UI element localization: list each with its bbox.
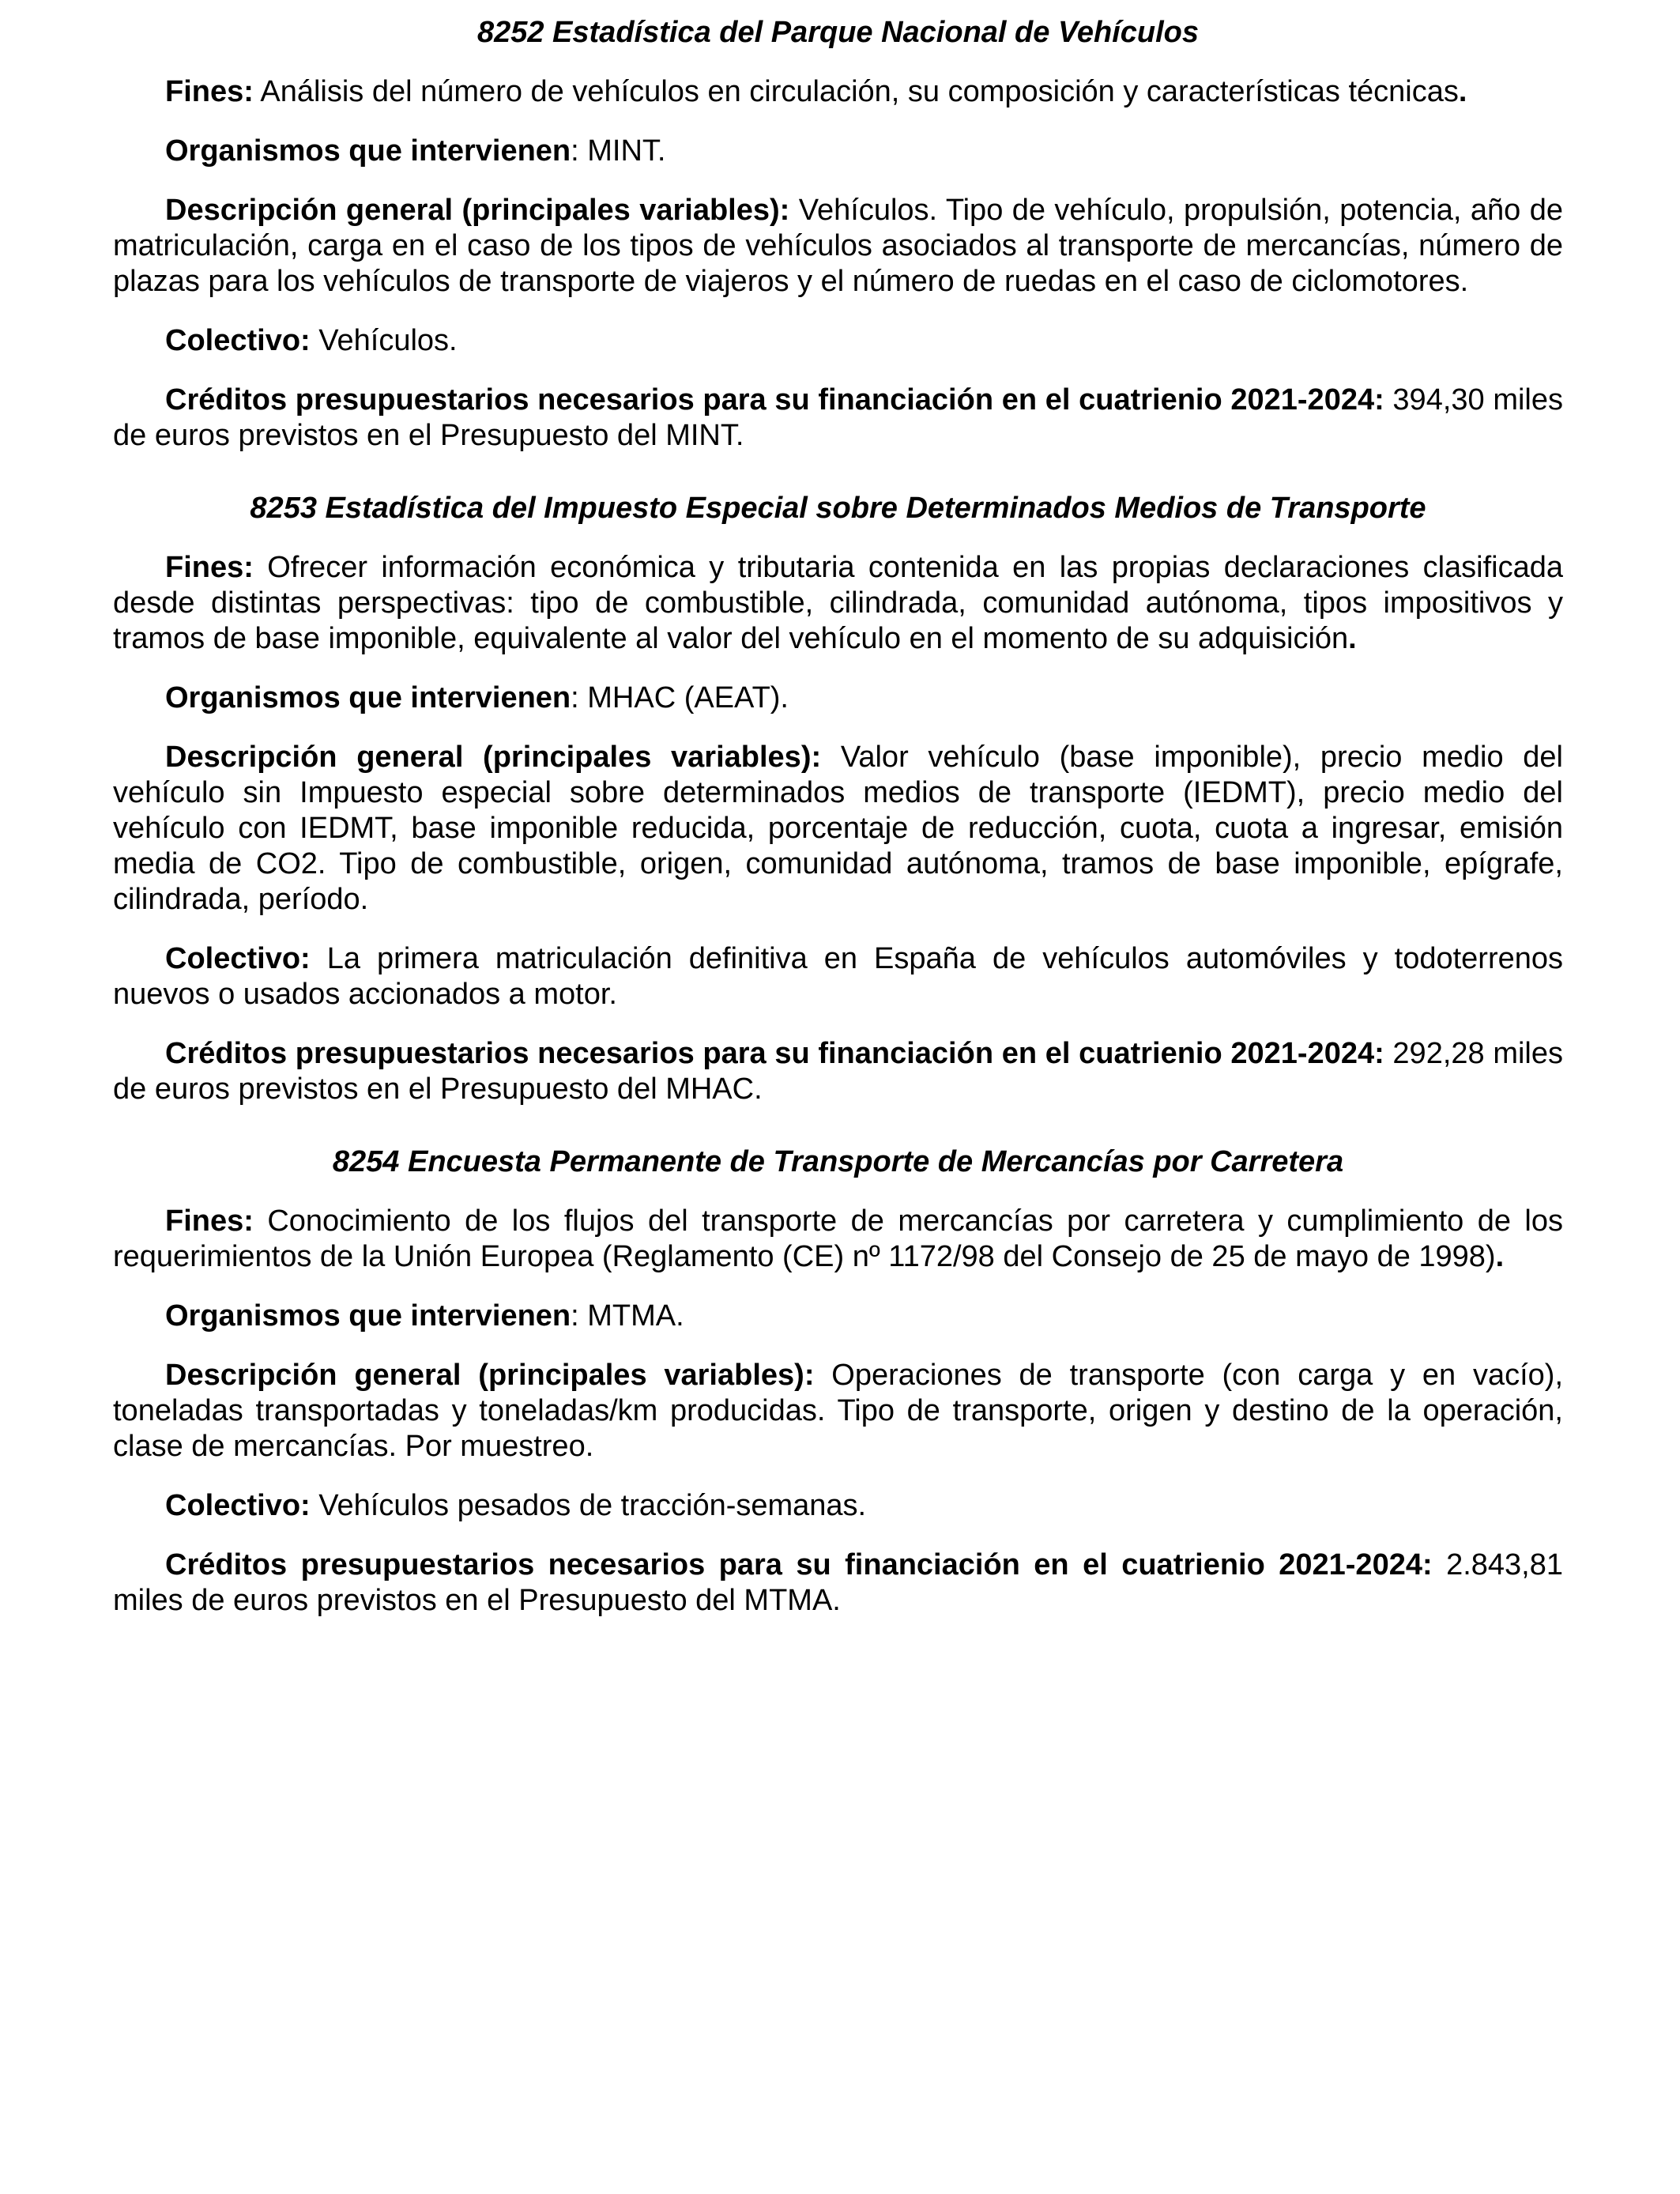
- organismos-text: : MINT.: [571, 134, 666, 168]
- organismos-paragraph: [113, 1299, 1563, 1334]
- descripcion-label: Descripción general (principales variables):: [165, 194, 790, 227]
- colectivo-label: Colectivo:: [165, 324, 311, 357]
- creditos-paragraph: [113, 1036, 1563, 1107]
- creditos-text: 2.843,81 miles de euros previstos en el Presupuesto del MTMA.: [113, 1548, 1563, 1617]
- organismos-paragraph: [113, 134, 1563, 169]
- descripcion-paragraph: [113, 193, 1563, 300]
- fines-text: Análisis del número de vehículos en circulación, su composición y características técnicas: [253, 75, 1459, 108]
- colectivo-paragraph: [113, 941, 1563, 1012]
- creditos-label: Créditos presupuestarios necesarios para su financiación en el cuatrienio 2021-2024:: [165, 1037, 1384, 1070]
- organismos-text: : MHAC (AEAT).: [571, 681, 789, 714]
- section-8254: [113, 1144, 1563, 1619]
- fines-text: Conocimiento de los flujos del transporte de mercancías por carretera y cumplimiento de los requerimientos de la Unión Europea (Reglamento (CE) nº 1172/98 del Consejo de 25 de mayo de 1998): [113, 1204, 1563, 1273]
- creditos-paragraph: [113, 383, 1563, 454]
- colectivo-text: Vehículos pesados de tracción-semanas.: [310, 1489, 867, 1522]
- colectivo-paragraph: [113, 323, 1563, 359]
- fines-paragraph: [113, 74, 1563, 110]
- fines-label: Fines:: [165, 1204, 254, 1238]
- creditos-text: 292,28 miles de euros previstos en el Presupuesto del MHAC.: [113, 1037, 1563, 1106]
- creditos-text: 394,30 miles de euros previstos en el Presupuesto del MINT.: [113, 383, 1563, 452]
- fines-paragraph: [113, 550, 1563, 657]
- colectivo-text: La primera matriculación definitiva en España de vehículos automóviles y todoterrenos nuevos o usados accionados a motor.: [113, 942, 1563, 1011]
- organismos-label: Organismos que intervienen: [165, 134, 571, 168]
- section-title: 8253 Estadística del Impuesto Especial sobre Determinados Medios de Transporte: [250, 492, 1426, 525]
- fines-end: .: [1458, 75, 1467, 108]
- organismos-paragraph: [113, 680, 1563, 716]
- descripcion-text: Operaciones de transporte (con carga y en vacío), toneladas transportadas y toneladas/km producidas. Tipo de transporte, origen y destino de la operación, clase de mercancías. Por muestreo.: [113, 1359, 1563, 1463]
- colectivo-text: Vehículos.: [310, 324, 458, 357]
- colectivo-label: Colectivo:: [165, 1489, 311, 1522]
- fines-end: .: [1348, 622, 1357, 655]
- descripcion-text: Vehículos. Tipo de vehículo, propulsión, potencia, año de matriculación, carga en el caso de los tipos de vehículos asociados al transporte de mercancías, número de plazas para los vehículos de transporte de viajeros y el número de ruedas en el caso de ciclomotores.: [113, 194, 1563, 298]
- creditos-label: Créditos presupuestarios necesarios para su financiación en el cuatrienio 2021-2024:: [165, 383, 1384, 417]
- descripcion-label: Descripción general (principales variables):: [165, 741, 822, 774]
- organismos-label: Organismos que intervienen: [165, 681, 571, 714]
- fines-text: Ofrecer información económica y tributaria contenida en las propias declaraciones clasificada desde distintas perspectivas: tipo de combustible, cilindrada, comunidad autónoma, tipos impositivos y tramos de base imponible, equivalente al valor del vehículo en el momento de su adquisición: [113, 551, 1563, 655]
- fines-label: Fines:: [165, 551, 254, 584]
- descripcion-text: Valor vehículo (base imponible), precio medio del vehículo sin Impuesto especial sobre determinados medios de transporte (IEDMT), precio medio del vehículo con IEDMT, base imponible reducida, porcentaje de reducción, cuota, cuota a ingresar, emisión media de CO2. Tipo de combustible, origen, comunidad autónoma, tramos de base imponible, epígrafe, cilindrada, período.: [113, 741, 1564, 916]
- colectivo-paragraph: [113, 1488, 1563, 1524]
- organismos-label: Organismos que intervienen: [165, 1299, 571, 1333]
- creditos-label: Créditos presupuestarios necesarios para su financiación en el cuatrienio 2021-2024:: [165, 1548, 1433, 1581]
- fines-label: Fines:: [165, 75, 254, 108]
- section-title: 8254 Encuesta Permanente de Transporte de Mercancías por Carretera: [332, 1145, 1344, 1178]
- colectivo-label: Colectivo:: [165, 942, 311, 975]
- creditos-paragraph: [113, 1547, 1563, 1619]
- descripcion-label: Descripción general (principales variables):: [165, 1359, 815, 1392]
- fines-paragraph: [113, 1204, 1563, 1275]
- section-8253: [113, 490, 1563, 1107]
- section-8252: [113, 14, 1563, 454]
- descripcion-paragraph: [113, 1358, 1563, 1465]
- descripcion-paragraph: [113, 740, 1563, 918]
- organismos-text: : MTMA.: [571, 1299, 684, 1333]
- fines-end: .: [1495, 1240, 1505, 1273]
- section-title: 8252 Estadística del Parque Nacional de Vehículos: [477, 16, 1200, 49]
